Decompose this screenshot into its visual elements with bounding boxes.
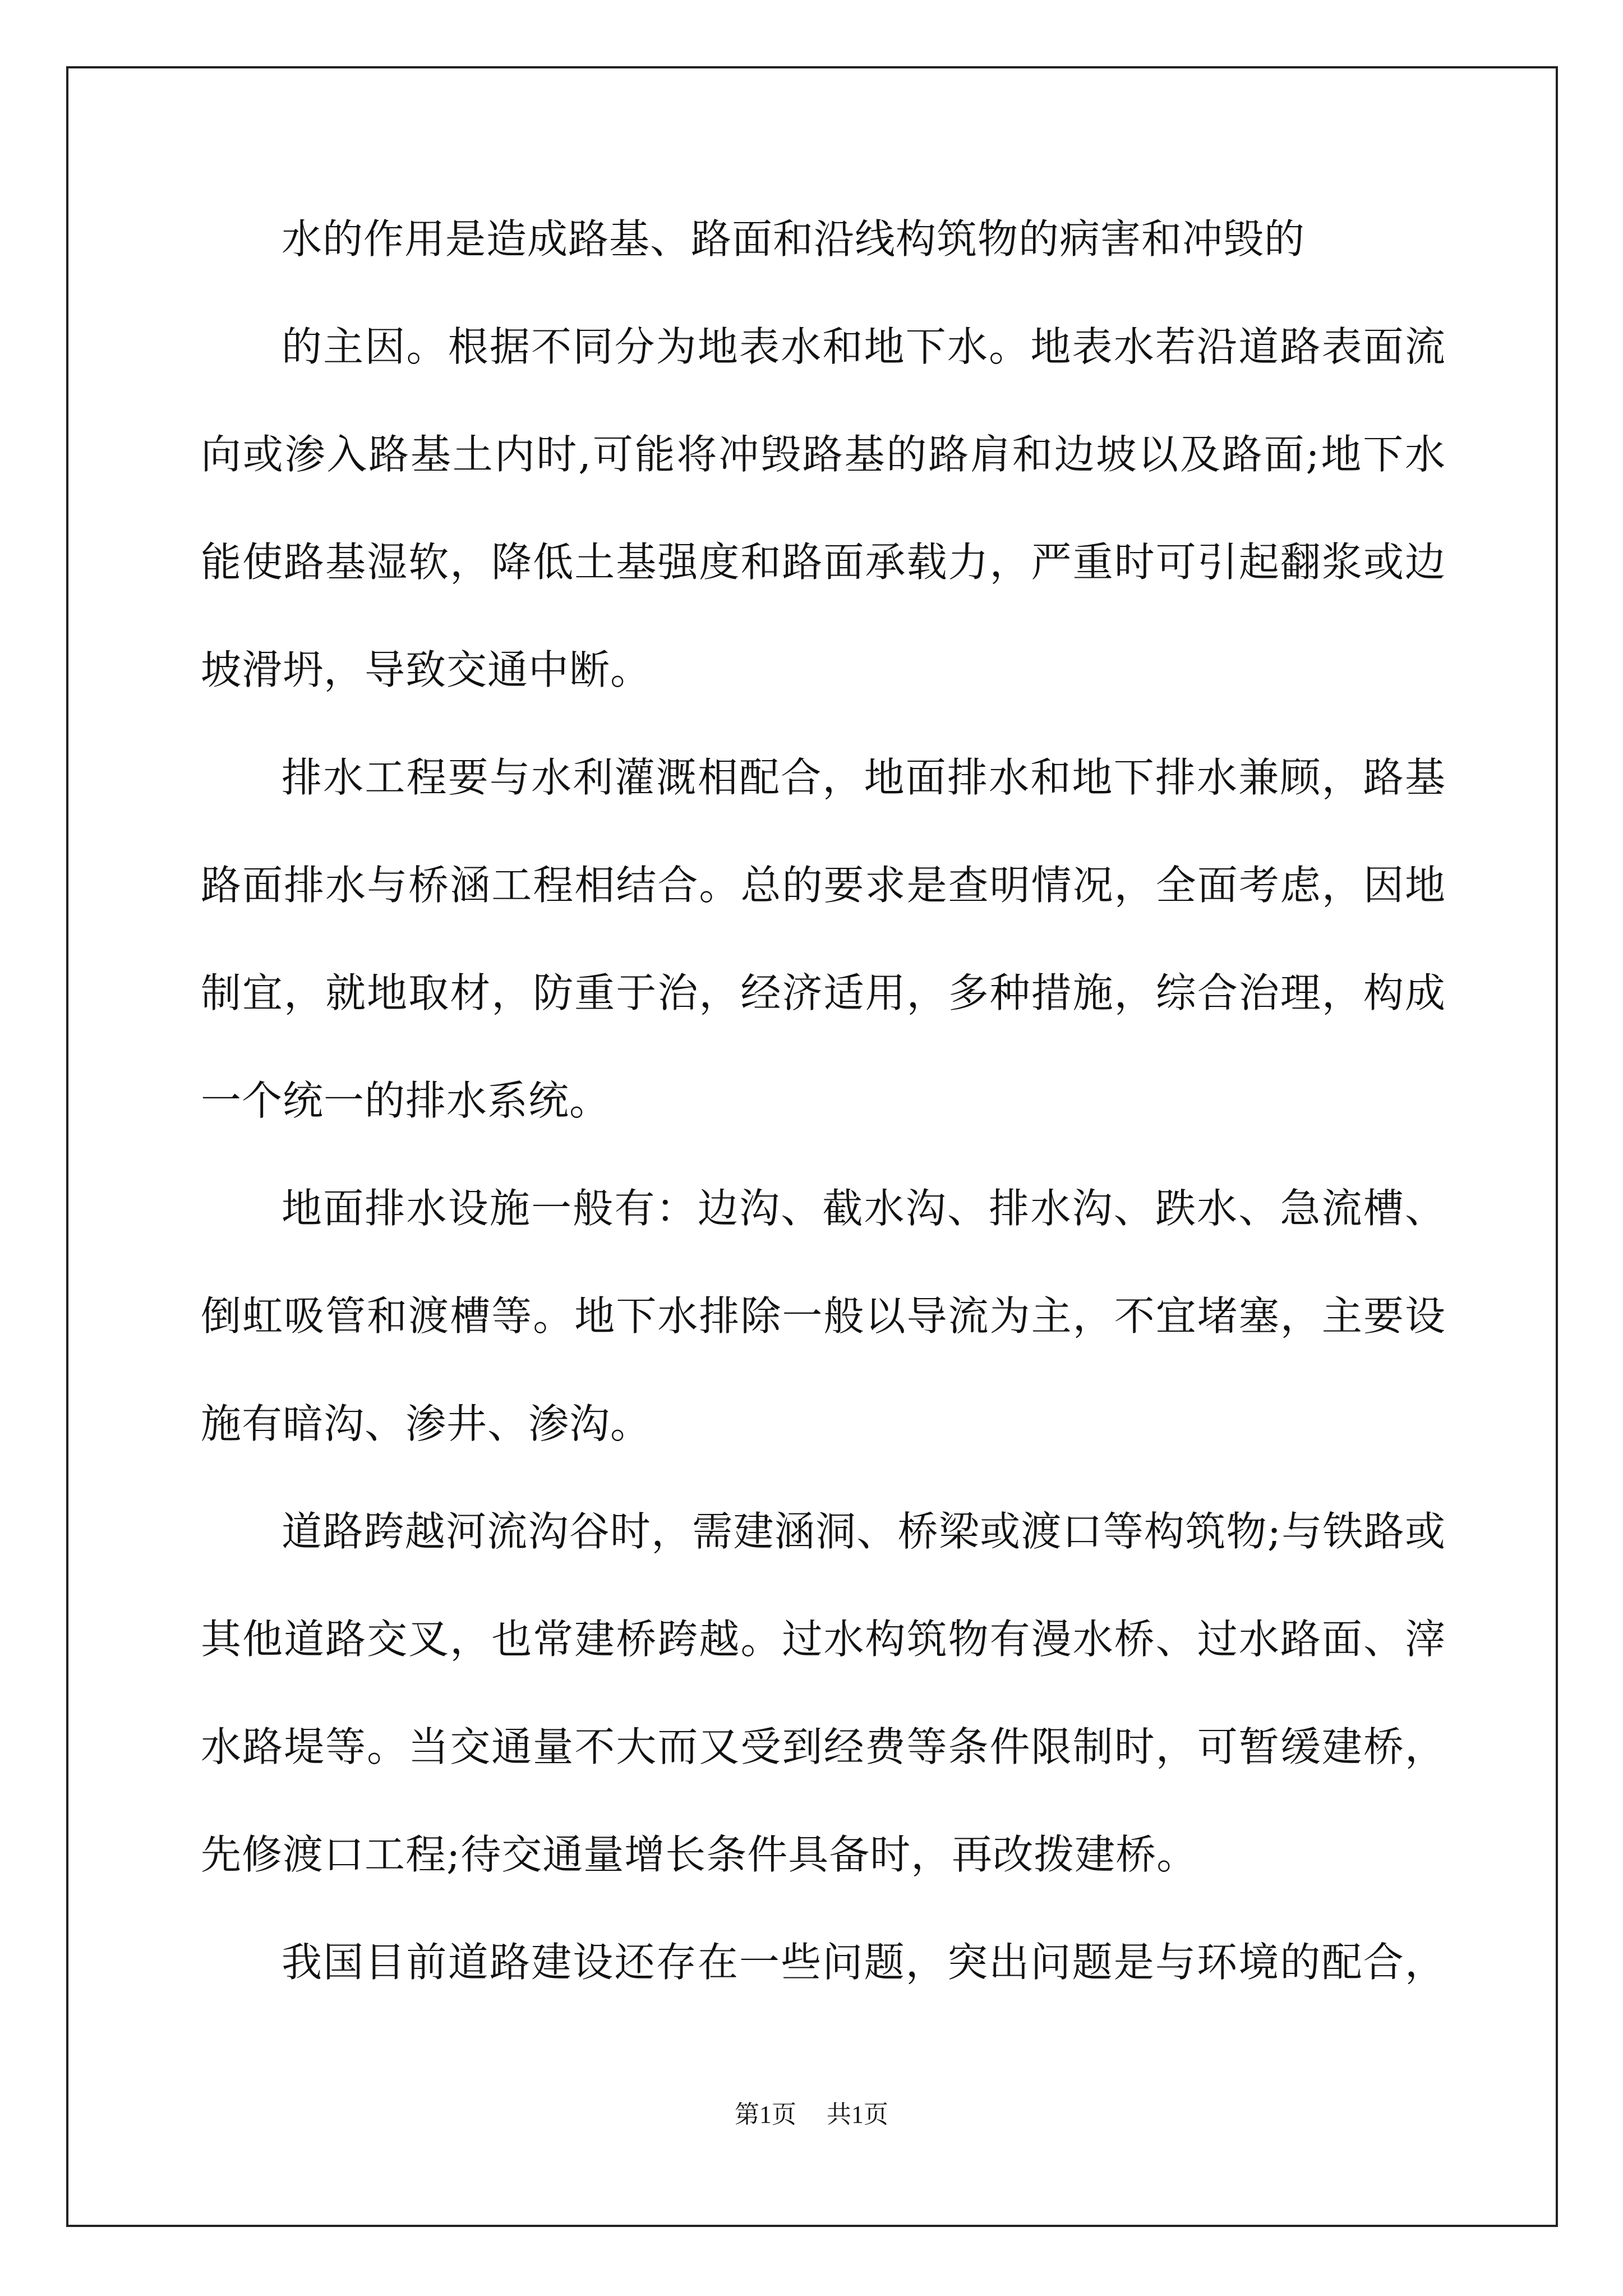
page-number: 第1页 [735,2101,796,2128]
page-frame [66,66,1558,2227]
paragraph-5-line-2: 其他道路交叉，也常建桥跨越。过水构筑物有漫水桥、过水路面、滓 [201,1616,1446,1663]
paragraph-2-line-1: 的主因。根据不同分为地表水和地下水。地表水若沿道路表面流 [282,323,1446,370]
paragraph-5-line-1: 道路跨越河流沟谷时，需建涵洞、桥梁或渡口等构筑物;与铁路或 [282,1508,1446,1555]
paragraph-5-line-4: 先修渡口工程;待交通量增长条件具备时，再改拨建桥。 [201,1831,1198,1878]
paragraph-3-line-1: 排水工程要与水利灌溉相配合，地面排水和地下排水兼顾，路基 [282,754,1446,801]
paragraph-4-line-2: 倒虹吸管和渡槽等。地下水排除一般以导流为主，不宜堵塞，主要设 [201,1292,1446,1340]
paragraph-2-line-2: 向或渗入路基土内时,可能将冲毁路基的路肩和边坡以及路面;地下水 [201,431,1446,478]
paragraph-3-line-2: 路面排水与桥涵工程相结合。总的要求是查明情况，全面考虑，因地 [201,862,1446,909]
paragraph-2-line-3: 能使路基湿软，降低土基强度和路面承载力，严重时可引起翻浆或边 [201,539,1446,586]
page-footer [0,2098,1623,2132]
paragraph-2-line-4: 坡滑坍，导致交通中断。 [201,646,652,693]
paragraph-1-line-1: 水的作用是造成路基、路面和沿线构筑物的病害和冲毁的 [282,215,1306,263]
paragraph-3-line-4: 一个统一的排水系统。 [201,1077,611,1124]
paragraph-4-line-1: 地面排水设施一般有：边沟、截水沟、排水沟、跌水、急流槽、 [282,1185,1446,1232]
paragraph-5-line-3: 水路堤等。当交通量不大而又受到经费等条件限制时，可暂缓建桥， [201,1723,1446,1770]
paragraph-4-line-3: 施有暗沟、渗井、渗沟。 [201,1400,652,1447]
paragraph-3-line-3: 制宜，就地取材，防重于治，经济适用，多种措施，综合治理，构成 [201,969,1446,1016]
paragraph-6-line-1: 我国目前道路建设还存在一些问题，突出问题是与环境的配合， [282,1939,1446,1986]
page-total: 共1页 [827,2101,888,2128]
